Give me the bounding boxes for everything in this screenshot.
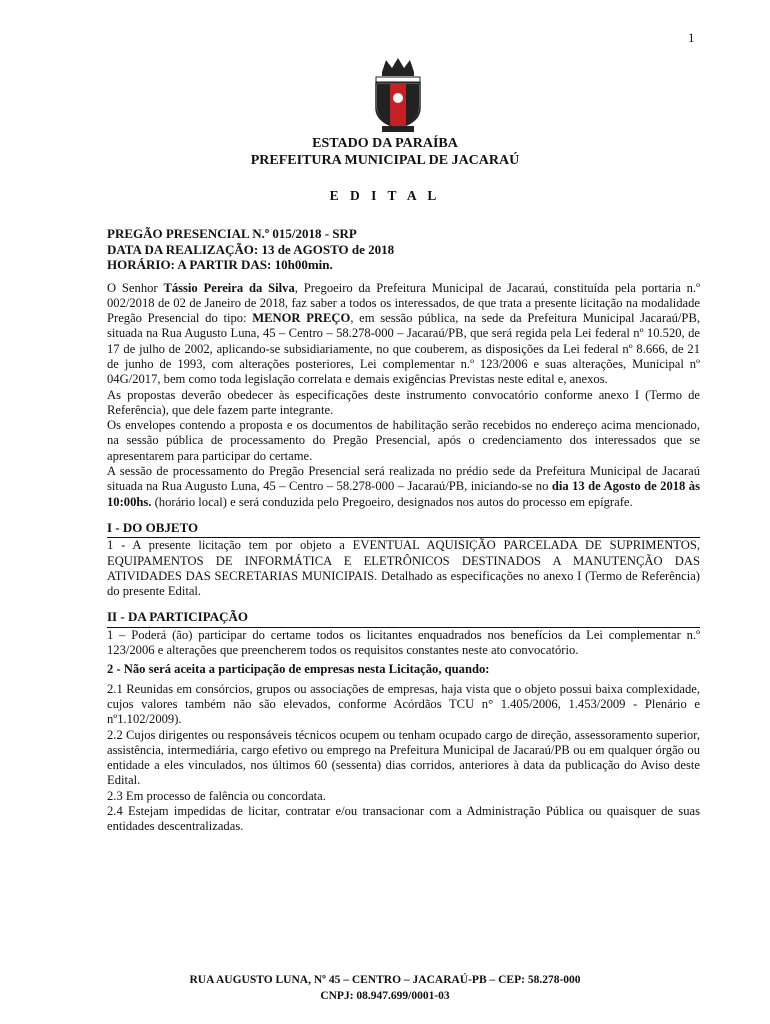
- document-body: [107, 226, 700, 835]
- document-type-title: E D I T A L: [329, 188, 441, 203]
- page-number: 1: [688, 30, 695, 45]
- auction-type: MENOR PREÇO: [252, 311, 351, 326]
- state-title: ESTADO DA PARAÍBA: [312, 136, 458, 151]
- municipal-coat-of-arms: [368, 56, 428, 134]
- start-time: HORÁRIO: A PARTIR DAS: 10h00min.: [107, 257, 333, 272]
- section-object-title: I - DO OBJETO: [107, 520, 700, 538]
- city-hall-title: PREFEITURA MUNICIPAL DE JACARAÚ: [250, 153, 520, 168]
- auctioneer-name: Tássio Pereira da Silva: [163, 280, 295, 295]
- participation-item-2-3: 2.3 Em processo de falência ou concordata.: [107, 788, 326, 803]
- intro-paragraph-2: As propostas deverão obedecer às especificações deste instrumento convocatório conforme anexo I (Termo de Referência), que dele fazem parte integrante.: [107, 387, 700, 417]
- session-date: dia 13 de Agosto de 2018 às 10:00hs.: [107, 479, 701, 509]
- participation-item-2-2: 2.2 Cujos dirigentes ou responsáveis técnicos ocupem ou tenham ocupado cargo de direção, assessoramento superior, assistência, intermediária, cargo efetivo ou emprego na Prefeitura Municipal de Jacaraú/PB ou em qualquer órgão ou entidade a eles vinculados, nos últimos 60 (sessenta) dias corridos, anteriores à data da publicação do Aviso deste Edital.: [107, 727, 700, 788]
- footer-cnpj: CNPJ: 08.947.699/0001-03: [320, 990, 450, 1002]
- footer-address: RUA AUGUSTO LUNA, Nº 45 – CENTRO – JACARAÚ-PB – CEP: 58.278-000: [189, 974, 581, 986]
- participation-item-2-1: 2.1 Reunidas em consórcios, grupos ou associações de empresas, haja vista que o objeto possui baixa complexidade, cujos valores também não são elevados, conforme Acórdãos TCU n° 1.405/2006, 1.453/2009 - Plenário e nº1.102/2009).: [107, 681, 700, 727]
- intro-paragraph-3: Os envelopes contendo a proposta e os documentos de habilitação serão recebidos no endereço acima mencionado, na sessão pública de processamento do Pregão Presencial, após o credenciamento dos interessados que se apresentarem para participar do certame.: [107, 418, 700, 463]
- participation-item-2-4: 2.4 Estejam impedidas de licitar, contratar e/ou transacionar com a Administração Pública ou quaisquer de suas entidades descentralizadas.: [107, 804, 700, 834]
- auction-number: PREGÃO PRESENCIAL N.º 015/2018 - SRP: [107, 226, 357, 241]
- participation-item-2: 2 - Não será aceita a participação de empresas nesta Licitação, quando:: [107, 662, 490, 677]
- participation-item-1: 1 – Poderá (ão) participar do certame todos os licitantes enquadrados nos benefícios da Lei complementar n.º 123/2006 e alterações que preencherem todos os requisitos constantes neste ato convocatório.: [107, 627, 700, 658]
- intro-paragraph-4: A sessão de processamento do Pregão Presencial será realizada no prédio sede da Prefeitura Municipal de Jacaraú situada na Rua Augusto Luna, 45 – Centro – 58.278-000 – Jacaraú/PB, iniciando-se no dia 13 de Agosto de 2018 às 10:00hs. (horário local) e será conduzida pelo Pregoeiro, designados nos autos do processo em epígrafe.: [107, 464, 701, 509]
- intro-paragraph-1: O Senhor Tássio Pereira da Silva, Pregoeiro da Prefeitura Municipal de Jacaraú, constituída pela portaria n.º 002/2018 de 02 de Janeiro de 2018, faz saber a todos os interessados, de que trata a presente licitação na modalidade Pregão Presencial do tipo: MENOR PREÇO, em sessão pública, na sede da Prefeitura Municipal Jacaraú/PB, situada na Rua Augusto Luna, 45 – Centro – 58.278-000 – Jacaraú/PB, que será regida pela Lei federal nº 10.520, de 17 de julho de 2002, aplicando-se subsidiariamente, no que couberem, as disposições da Lei federal nº 8.666, de 21 de junho de 1993, com alterações posteriores, Lei complementar n.º 123/2006 e suas alterações, Municipal nº 04G/2017, bem como toda legislação correlata e demais exigências Previstas neste edital e, anexos.: [107, 280, 700, 387]
- section-object-paragraph: 1 - A presente licitação tem por objeto a EVENTUAL AQUISIÇÃO PARCELADA DE SUPRIMENTOS, EQUIPAMENTOS DE INFORMÁTICA E ELETRÔNICOS DESTINADOS A MANUTENÇÃO DAS ATIVIDADES DAS SECRETARIAS MUNICIPAIS. Detalhado as especificações no anexo I (Termo de Referência) do presente Edital.: [107, 538, 700, 599]
- realization-date: DATA DA REALIZAÇÃO: 13 de AGOSTO de 2018: [107, 241, 395, 257]
- section-participation-title: II - DA PARTICIPAÇÃO: [107, 609, 700, 627]
